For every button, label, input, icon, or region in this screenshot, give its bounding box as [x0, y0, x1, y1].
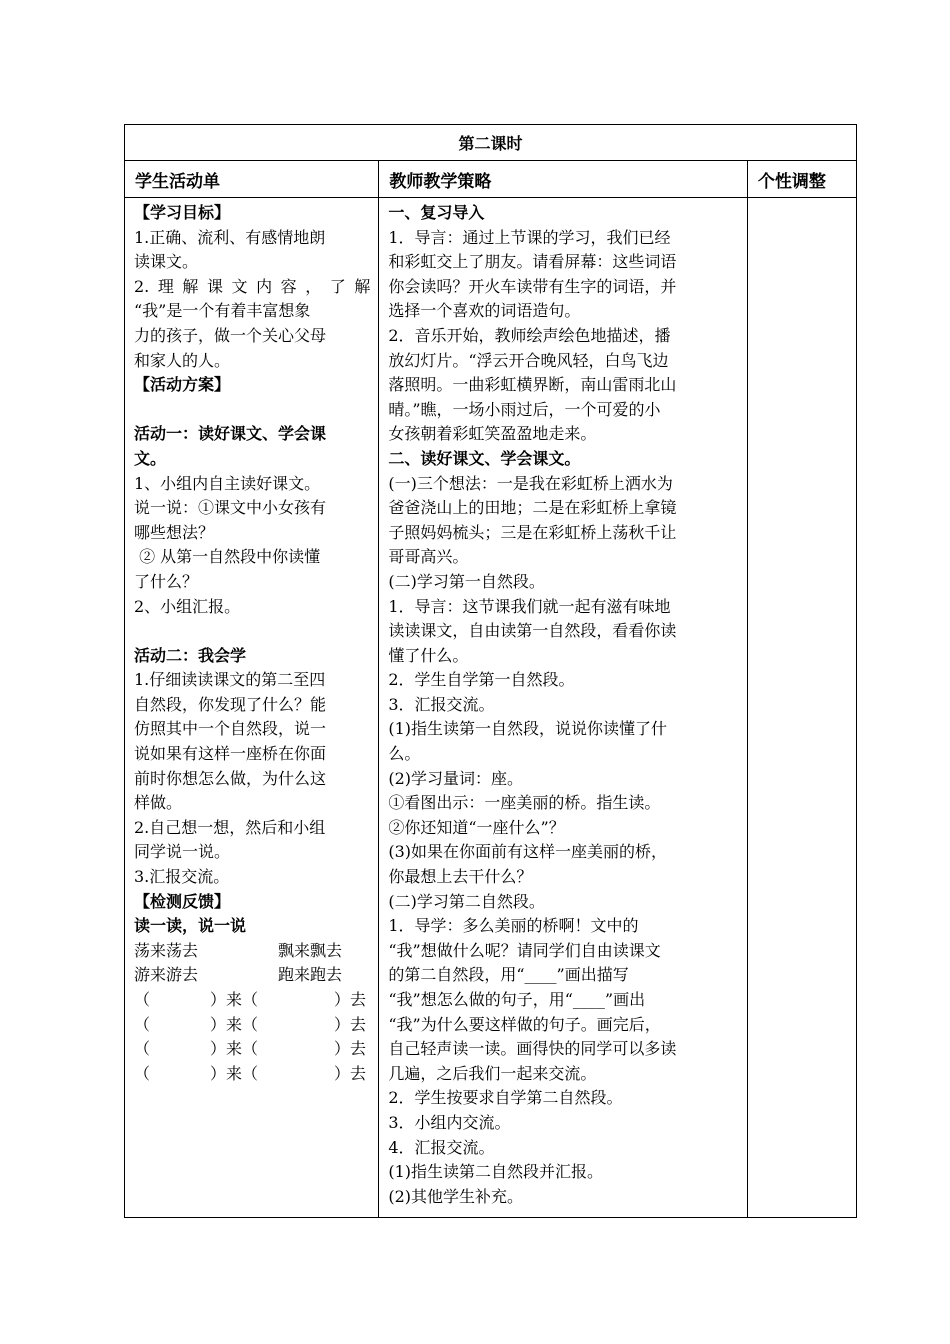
strategy-line: (1)指生读第一自然段，说说你读懂了什	[388, 719, 668, 739]
strategy-line: 1．导言：通过上节课的学习，我们已经	[388, 227, 671, 247]
fill-part: ）去	[334, 1039, 367, 1059]
fill-blank-row	[134, 1013, 370, 1038]
fill-part: （	[134, 1014, 151, 1034]
goal-line: “我”是一个有着丰富想象	[134, 301, 311, 321]
strategy-line: 哥哥高兴。	[388, 547, 469, 567]
strategy-line: 4．汇报交流。	[388, 1137, 495, 1157]
strategy-line: 1．导学：多么美丽的桥啊！文中的	[388, 916, 639, 936]
strategy-line: “我”想做什么呢？请同学们自由读课文	[388, 940, 661, 960]
fill-part: （	[134, 1039, 151, 1059]
strategy-line: 你最想上去干什么？	[388, 867, 533, 887]
strategy-line: 3．汇报交流。	[388, 694, 495, 714]
goal-line: 2.理解课文内容，了解	[134, 276, 371, 296]
word-pair-row	[134, 939, 370, 964]
fill-part: ）去	[334, 1063, 367, 1083]
lesson-title: 第二课时	[125, 125, 857, 161]
strategy-line: (一)三个想法：一是我在彩虹桥上洒水为	[388, 473, 673, 493]
spacer	[134, 398, 370, 423]
strategy-line: (二)学习第二自然段。	[388, 891, 545, 911]
activity1-line: 说一说：①课文中小女孩有	[134, 498, 327, 518]
plan-heading: 【活动方案】	[134, 375, 231, 395]
strategy-line: (2)学习量词：座。	[388, 768, 524, 788]
activity1-line: 1、小组内自主读好课文。	[134, 473, 321, 493]
word-item: 荡来荡去	[134, 940, 199, 960]
strategy-line: 你会读吗？开火车读带有生字的词语，并	[388, 276, 677, 296]
fill-part: ）来（	[210, 1014, 259, 1034]
goal-line: 力的孩子，做一个关心父母	[134, 325, 327, 345]
activity2-line: 仿照其中一个自然段，说一	[134, 719, 327, 739]
strategy-line: “我”为什么要这样做的句子。画完后，	[388, 1014, 661, 1034]
strategy-line: 么。	[388, 744, 421, 764]
lesson-table	[124, 124, 857, 1218]
strategy-line: 子照妈妈梳头；三是在彩虹桥上荡秋千让	[388, 522, 677, 542]
strategy-line: 2．学生自学第一自然段。	[388, 670, 575, 690]
fill-part: （	[134, 1063, 151, 1083]
strategy-line: 几遍，之后我们一起来交流。	[388, 1063, 597, 1083]
strategy-line: 自己轻声读一读。画得快的同学可以多读	[388, 1039, 677, 1059]
word-item: 飘来飘去	[278, 940, 343, 960]
section-heading: 二、读好课文、学会课文。	[388, 448, 581, 468]
strategy-line: 和彩虹交上了朋友。请看屏幕：这些词语	[388, 252, 677, 272]
goal-heading: 【学习目标】	[134, 203, 231, 222]
fill-part: ）来（	[210, 1039, 259, 1059]
personal-adjustment-cell	[747, 198, 856, 1218]
feedback-heading: 【检测反馈】	[134, 891, 231, 911]
strategy-line: ②你还知道“一座什么”？	[388, 817, 565, 837]
student-activity-cell	[125, 198, 379, 1218]
activity2-line: 1.仔细读读课文的第二至四	[134, 670, 326, 690]
strategy-line: 放幻灯片。“浮云开合晚风轻，白鸟飞边	[388, 350, 669, 370]
spacer	[134, 619, 370, 644]
fill-blank-row	[134, 1062, 370, 1087]
strategy-line: 晴。”瞧，一场小雨过后，一个可爱的小	[388, 399, 661, 419]
activity2-line: 自然段，你发现了什么？能	[134, 694, 327, 714]
header-personal-adjustment: 个性调整	[747, 161, 856, 198]
fill-part: ）来（	[210, 1063, 259, 1083]
activity2-line: 2.自己想一想，然后和小组	[134, 817, 326, 837]
strategy-line: (3)如果在你面前有这样一座美丽的桥，	[388, 842, 668, 862]
word-item: 跑来跑去	[278, 965, 343, 985]
strategy-line: (二)学习第一自然段。	[388, 571, 545, 591]
strategy-line: ①看图出示：一座美丽的桥。指生读。	[388, 793, 661, 813]
header-teacher-strategy: 教师教学策略	[379, 161, 748, 198]
strategy-line: 的第二自然段，用“____”画出描写	[388, 965, 629, 985]
activity2-line: 前时你想怎么做，为什么这	[134, 768, 327, 788]
fill-part: ）去	[334, 990, 367, 1009]
section-heading: 一、复习导入	[388, 203, 485, 222]
activity1-heading: 文。	[134, 448, 167, 468]
activity1-heading: 活动一：读好课文、学会课	[134, 424, 327, 444]
activity1-line: ② 从第一自然段中你读懂	[134, 547, 321, 567]
fill-blank-row	[134, 1037, 370, 1062]
activity2-line: 说如果有这样一座桥在你面	[134, 744, 327, 764]
strategy-line: 女孩朝着彩虹笑盈盈地走来。	[388, 424, 597, 444]
goal-line: 1.正确、流利、有感情地朗	[134, 227, 326, 247]
activity2-line: 样做。	[134, 793, 183, 813]
strategy-line: (2)其他学生补充。	[388, 1186, 524, 1206]
strategy-line: 爸爸浇山上的田地；二是在彩虹桥上拿镜	[388, 498, 677, 518]
strategy-line: 2．学生按要求自学第二自然段。	[388, 1088, 623, 1108]
strategy-line: 读读课文，自由读第一自然段，看看你读	[388, 621, 677, 641]
read-heading: 读一读，说一说	[134, 916, 247, 936]
strategy-line: 3．小组内交流。	[388, 1112, 511, 1132]
strategy-line: 2．音乐开始，教师绘声绘色地描述，播	[388, 325, 671, 345]
activity2-line: 3.汇报交流。	[134, 867, 230, 887]
activity2-heading: 活动二：我会学	[134, 645, 247, 665]
strategy-line: 选择一个喜欢的词语造句。	[388, 301, 581, 321]
strategy-line: (1)指生读第二自然段并汇报。	[388, 1162, 604, 1182]
activity2-line: 同学说一说。	[134, 842, 231, 862]
fill-part: ）去	[334, 1014, 367, 1034]
goal-line: 和家人的人。	[134, 350, 231, 370]
activity1-line: 哪些想法？	[134, 522, 215, 542]
strategy-line: “我”想怎么做的句子，用“____”画出	[388, 990, 646, 1009]
word-item: 游来游去	[134, 965, 199, 985]
strategy-line: 懂了什么。	[388, 645, 469, 665]
activity1-line: 2、小组汇报。	[134, 596, 241, 616]
teacher-strategy-cell	[379, 198, 748, 1218]
fill-part: ）来（	[210, 990, 259, 1009]
fill-blank-row	[134, 988, 370, 1013]
goal-line: 读课文。	[134, 252, 199, 272]
header-student-activity: 学生活动单	[125, 161, 379, 198]
activity1-line: 了什么？	[134, 571, 199, 591]
word-pair-row	[134, 963, 370, 988]
strategy-line: 落照明。一曲彩虹横界断，南山雷雨北山	[388, 375, 677, 395]
fill-part: （	[134, 990, 151, 1009]
strategy-line: 1．导言：这节课我们就一起有滋有味地	[388, 596, 671, 616]
